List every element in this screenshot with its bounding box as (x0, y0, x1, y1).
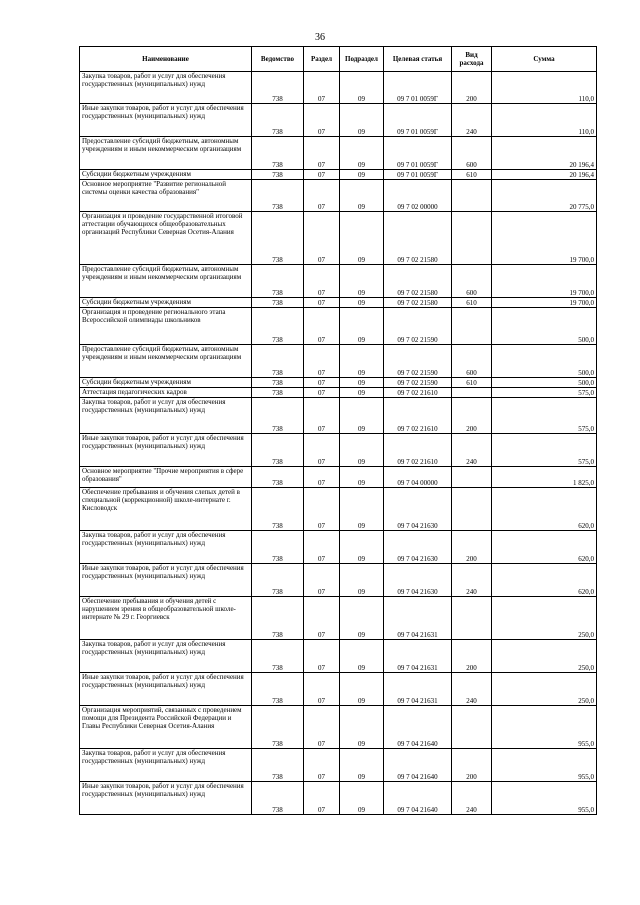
table-row (80, 673, 597, 706)
cell-sum: 500,0 (492, 378, 597, 388)
cell-sum: 250,0 (492, 673, 597, 706)
cell-department: 738 (252, 434, 304, 467)
cell-target: 09 7 02 21610 (384, 388, 452, 398)
cell-department: 738 (252, 531, 304, 564)
cell-section: 07 (304, 378, 340, 388)
cell-target: 09 7 04 21631 (384, 597, 452, 640)
cell-section: 07 (304, 488, 340, 531)
cell-section: 07 (304, 170, 340, 180)
cell-section: 07 (304, 212, 340, 265)
header-sum: Сумма (492, 47, 597, 72)
table-row (80, 180, 597, 212)
cell-name: Иные закупки товаров, работ и услуг для обеспечения государственных (муниципальных) нужд (80, 434, 252, 467)
cell-subsection: 09 (340, 782, 384, 815)
cell-subsection: 09 (340, 72, 384, 104)
cell-subsection: 09 (340, 434, 384, 467)
cell-target: 09 7 02 21580 (384, 265, 452, 298)
table-row (80, 265, 597, 298)
cell-department: 738 (252, 467, 304, 488)
cell-sum: 955,0 (492, 782, 597, 815)
table-row (80, 308, 597, 345)
cell-expense-type: 240 (452, 673, 492, 706)
table-row (80, 170, 597, 180)
cell-target: 09 7 04 21630 (384, 531, 452, 564)
cell-sum: 575,0 (492, 388, 597, 398)
cell-section: 07 (304, 467, 340, 488)
cell-subsection: 09 (340, 640, 384, 673)
cell-target: 09 7 02 21580 (384, 298, 452, 308)
cell-expense-type: 600 (452, 265, 492, 298)
cell-department: 738 (252, 378, 304, 388)
cell-subsection: 09 (340, 564, 384, 597)
cell-target: 09 7 01 0059Г (384, 104, 452, 137)
cell-target: 09 7 04 21630 (384, 488, 452, 531)
header-subsection: Подраздел (340, 47, 384, 72)
header-name: Наименование (80, 47, 252, 72)
cell-section: 07 (304, 434, 340, 467)
cell-name: Основное мероприятие "Развитие региональной системы оценки качества образования" (80, 180, 252, 212)
cell-sum: 19 700,0 (492, 265, 597, 298)
cell-name: Организация и проведение регионального этапа Всероссийской олимпиады школьников (80, 308, 252, 345)
cell-name: Субсидии бюджетным учреждениям (80, 170, 252, 180)
cell-name: Закупка товаров, работ и услуг для обеспечения государственных (муниципальных) нужд (80, 531, 252, 564)
cell-section: 07 (304, 640, 340, 673)
table-row (80, 212, 597, 265)
table-row (80, 72, 597, 104)
cell-sum: 620,0 (492, 531, 597, 564)
cell-expense-type: 600 (452, 137, 492, 170)
cell-department: 738 (252, 782, 304, 815)
cell-department: 738 (252, 298, 304, 308)
cell-subsection: 09 (340, 180, 384, 212)
cell-name: Субсидии бюджетным учреждениям (80, 298, 252, 308)
cell-department: 738 (252, 137, 304, 170)
cell-name: Основное мероприятие "Прочие мероприятия в сфере образования" (80, 467, 252, 488)
cell-sum: 620,0 (492, 564, 597, 597)
cell-sum: 620,0 (492, 488, 597, 531)
cell-sum: 19 700,0 (492, 212, 597, 265)
cell-expense-type (452, 467, 492, 488)
cell-department: 738 (252, 597, 304, 640)
cell-name: Обеспечение пребывания и обучения слепых детей в специальной (коррекционной) школе-интернате г. Кисловодск (80, 488, 252, 531)
cell-expense-type: 200 (452, 640, 492, 673)
cell-expense-type: 600 (452, 345, 492, 378)
cell-sum: 1 825,0 (492, 467, 597, 488)
cell-department: 738 (252, 488, 304, 531)
cell-department: 738 (252, 212, 304, 265)
cell-name: Субсидии бюджетным учреждениям (80, 378, 252, 388)
cell-name: Обеспечение пребывания и обучения детей с нарушением зрения в общеобразовательной школе-интернате № 29 г. Георгиевск (80, 597, 252, 640)
table-row (80, 398, 597, 434)
cell-target: 09 7 04 21630 (384, 564, 452, 597)
cell-department: 738 (252, 180, 304, 212)
cell-section: 07 (304, 265, 340, 298)
cell-expense-type: 610 (452, 298, 492, 308)
table-row (80, 706, 597, 749)
cell-sum: 575,0 (492, 398, 597, 434)
cell-target: 09 7 01 0059Г (384, 137, 452, 170)
cell-department: 738 (252, 265, 304, 298)
cell-subsection: 09 (340, 212, 384, 265)
cell-target: 09 7 01 0059Г (384, 170, 452, 180)
table-row (80, 345, 597, 378)
cell-section: 07 (304, 531, 340, 564)
cell-sum: 20 196,4 (492, 137, 597, 170)
cell-sum: 20 775,0 (492, 180, 597, 212)
budget-table (79, 46, 597, 815)
cell-section: 07 (304, 782, 340, 815)
cell-sum: 20 196,4 (492, 170, 597, 180)
table-row (80, 434, 597, 467)
cell-expense-type: 200 (452, 749, 492, 782)
cell-expense-type (452, 706, 492, 749)
table-row (80, 388, 597, 398)
cell-subsection: 09 (340, 749, 384, 782)
cell-department: 738 (252, 749, 304, 782)
cell-subsection: 09 (340, 265, 384, 298)
cell-expense-type (452, 388, 492, 398)
cell-section: 07 (304, 398, 340, 434)
cell-department: 738 (252, 345, 304, 378)
cell-expense-type (452, 180, 492, 212)
cell-subsection: 09 (340, 673, 384, 706)
cell-subsection: 09 (340, 597, 384, 640)
page-number: 36 (315, 32, 325, 43)
cell-target: 09 7 04 21640 (384, 706, 452, 749)
cell-subsection: 09 (340, 398, 384, 434)
table-row (80, 531, 597, 564)
header-target: Целевая статья (384, 47, 452, 72)
cell-expense-type (452, 212, 492, 265)
cell-name: Закупка товаров, работ и услуг для обеспечения государственных (муниципальных) нужд (80, 640, 252, 673)
cell-section: 07 (304, 564, 340, 597)
cell-department: 738 (252, 564, 304, 597)
cell-target: 09 7 02 21610 (384, 398, 452, 434)
cell-name: Предоставление субсидий бюджетным, автономным учреждениям и иным некоммерческим организациям (80, 265, 252, 298)
cell-subsection: 09 (340, 531, 384, 564)
cell-name: Предоставление субсидий бюджетным, автономным учреждениям и иным некоммерческим организациям (80, 345, 252, 378)
cell-section: 07 (304, 345, 340, 378)
cell-sum: 955,0 (492, 749, 597, 782)
cell-sum: 955,0 (492, 706, 597, 749)
table-row (80, 467, 597, 488)
cell-target: 09 7 04 21640 (384, 782, 452, 815)
cell-department: 738 (252, 72, 304, 104)
cell-target: 09 7 02 00000 (384, 180, 452, 212)
table-row (80, 104, 597, 137)
table-row (80, 488, 597, 531)
cell-sum: 19 700,0 (492, 298, 597, 308)
cell-subsection: 09 (340, 298, 384, 308)
cell-target: 09 7 02 21590 (384, 378, 452, 388)
cell-department: 738 (252, 104, 304, 137)
cell-section: 07 (304, 308, 340, 345)
cell-sum: 500,0 (492, 345, 597, 378)
cell-target: 09 7 01 0059Г (384, 72, 452, 104)
cell-subsection: 09 (340, 137, 384, 170)
cell-department: 738 (252, 673, 304, 706)
cell-section: 07 (304, 137, 340, 170)
header-section: Раздел (304, 47, 340, 72)
cell-section: 07 (304, 706, 340, 749)
table-row (80, 749, 597, 782)
cell-name: Иные закупки товаров, работ и услуг для обеспечения государственных (муниципальных) нужд (80, 673, 252, 706)
cell-sum: 500,0 (492, 308, 597, 345)
cell-name: Аттестация педагогических кадров (80, 388, 252, 398)
cell-expense-type (452, 308, 492, 345)
table-row (80, 640, 597, 673)
cell-target: 09 7 02 21590 (384, 345, 452, 378)
cell-target: 09 7 02 21580 (384, 212, 452, 265)
cell-department: 738 (252, 640, 304, 673)
cell-expense-type: 240 (452, 434, 492, 467)
cell-subsection: 09 (340, 104, 384, 137)
cell-name: Организация мероприятий, связанных с проведением помощи для Президента Российской Федерации и Главы Республики Северная Осетия-Алания (80, 706, 252, 749)
cell-sum: 110,0 (492, 104, 597, 137)
table-row (80, 564, 597, 597)
cell-expense-type (452, 597, 492, 640)
cell-department: 738 (252, 398, 304, 434)
cell-sum: 110,0 (492, 72, 597, 104)
cell-name: Закупка товаров, работ и услуг для обеспечения государственных (муниципальных) нужд (80, 398, 252, 434)
cell-subsection: 09 (340, 488, 384, 531)
cell-section: 07 (304, 180, 340, 212)
cell-section: 07 (304, 298, 340, 308)
cell-department: 738 (252, 308, 304, 345)
cell-target: 09 7 02 21590 (384, 308, 452, 345)
cell-expense-type: 240 (452, 564, 492, 597)
cell-subsection: 09 (340, 170, 384, 180)
cell-expense-type: 240 (452, 104, 492, 137)
cell-subsection: 09 (340, 308, 384, 345)
cell-subsection: 09 (340, 378, 384, 388)
cell-sum: 250,0 (492, 597, 597, 640)
cell-subsection: 09 (340, 467, 384, 488)
cell-sum: 575,0 (492, 434, 597, 467)
cell-expense-type: 200 (452, 531, 492, 564)
table-row (80, 378, 597, 388)
cell-section: 07 (304, 72, 340, 104)
cell-target: 09 7 02 21610 (384, 434, 452, 467)
cell-subsection: 09 (340, 706, 384, 749)
table-row (80, 782, 597, 815)
cell-name: Иные закупки товаров, работ и услуг для обеспечения государственных (муниципальных) нужд (80, 104, 252, 137)
table-header-row (80, 47, 597, 72)
cell-subsection: 09 (340, 345, 384, 378)
cell-name: Предоставление субсидий бюджетным, автономным учреждениям и иным некоммерческим организациям (80, 137, 252, 170)
cell-name: Организация и проведение государственной итоговой аттестации обучающихся общеобразовательных организаций Республики Северная Осетия-Алания (80, 212, 252, 265)
cell-section: 07 (304, 597, 340, 640)
cell-sum: 250,0 (492, 640, 597, 673)
cell-subsection: 09 (340, 388, 384, 398)
cell-expense-type: 200 (452, 72, 492, 104)
cell-expense-type: 610 (452, 378, 492, 388)
cell-expense-type (452, 488, 492, 531)
cell-department: 738 (252, 388, 304, 398)
cell-target: 09 7 04 00000 (384, 467, 452, 488)
cell-department: 738 (252, 706, 304, 749)
cell-expense-type: 610 (452, 170, 492, 180)
table-row (80, 298, 597, 308)
cell-section: 07 (304, 749, 340, 782)
cell-name: Иные закупки товаров, работ и услуг для обеспечения государственных (муниципальных) нужд (80, 564, 252, 597)
cell-name: Иные закупки товаров, работ и услуг для обеспечения государственных (муниципальных) нужд (80, 782, 252, 815)
cell-section: 07 (304, 388, 340, 398)
cell-name: Закупка товаров, работ и услуг для обеспечения государственных (муниципальных) нужд (80, 749, 252, 782)
cell-section: 07 (304, 673, 340, 706)
header-department: Ведомство (252, 47, 304, 72)
cell-target: 09 7 04 21631 (384, 640, 452, 673)
cell-department: 738 (252, 170, 304, 180)
cell-target: 09 7 04 21640 (384, 749, 452, 782)
cell-expense-type: 200 (452, 398, 492, 434)
table-row (80, 597, 597, 640)
header-expense-type: Вид расхода (452, 47, 492, 72)
cell-target: 09 7 04 21631 (384, 673, 452, 706)
cell-section: 07 (304, 104, 340, 137)
cell-expense-type: 240 (452, 782, 492, 815)
cell-name: Закупка товаров, работ и услуг для обеспечения государственных (муниципальных) нужд (80, 72, 252, 104)
table-row (80, 137, 597, 170)
